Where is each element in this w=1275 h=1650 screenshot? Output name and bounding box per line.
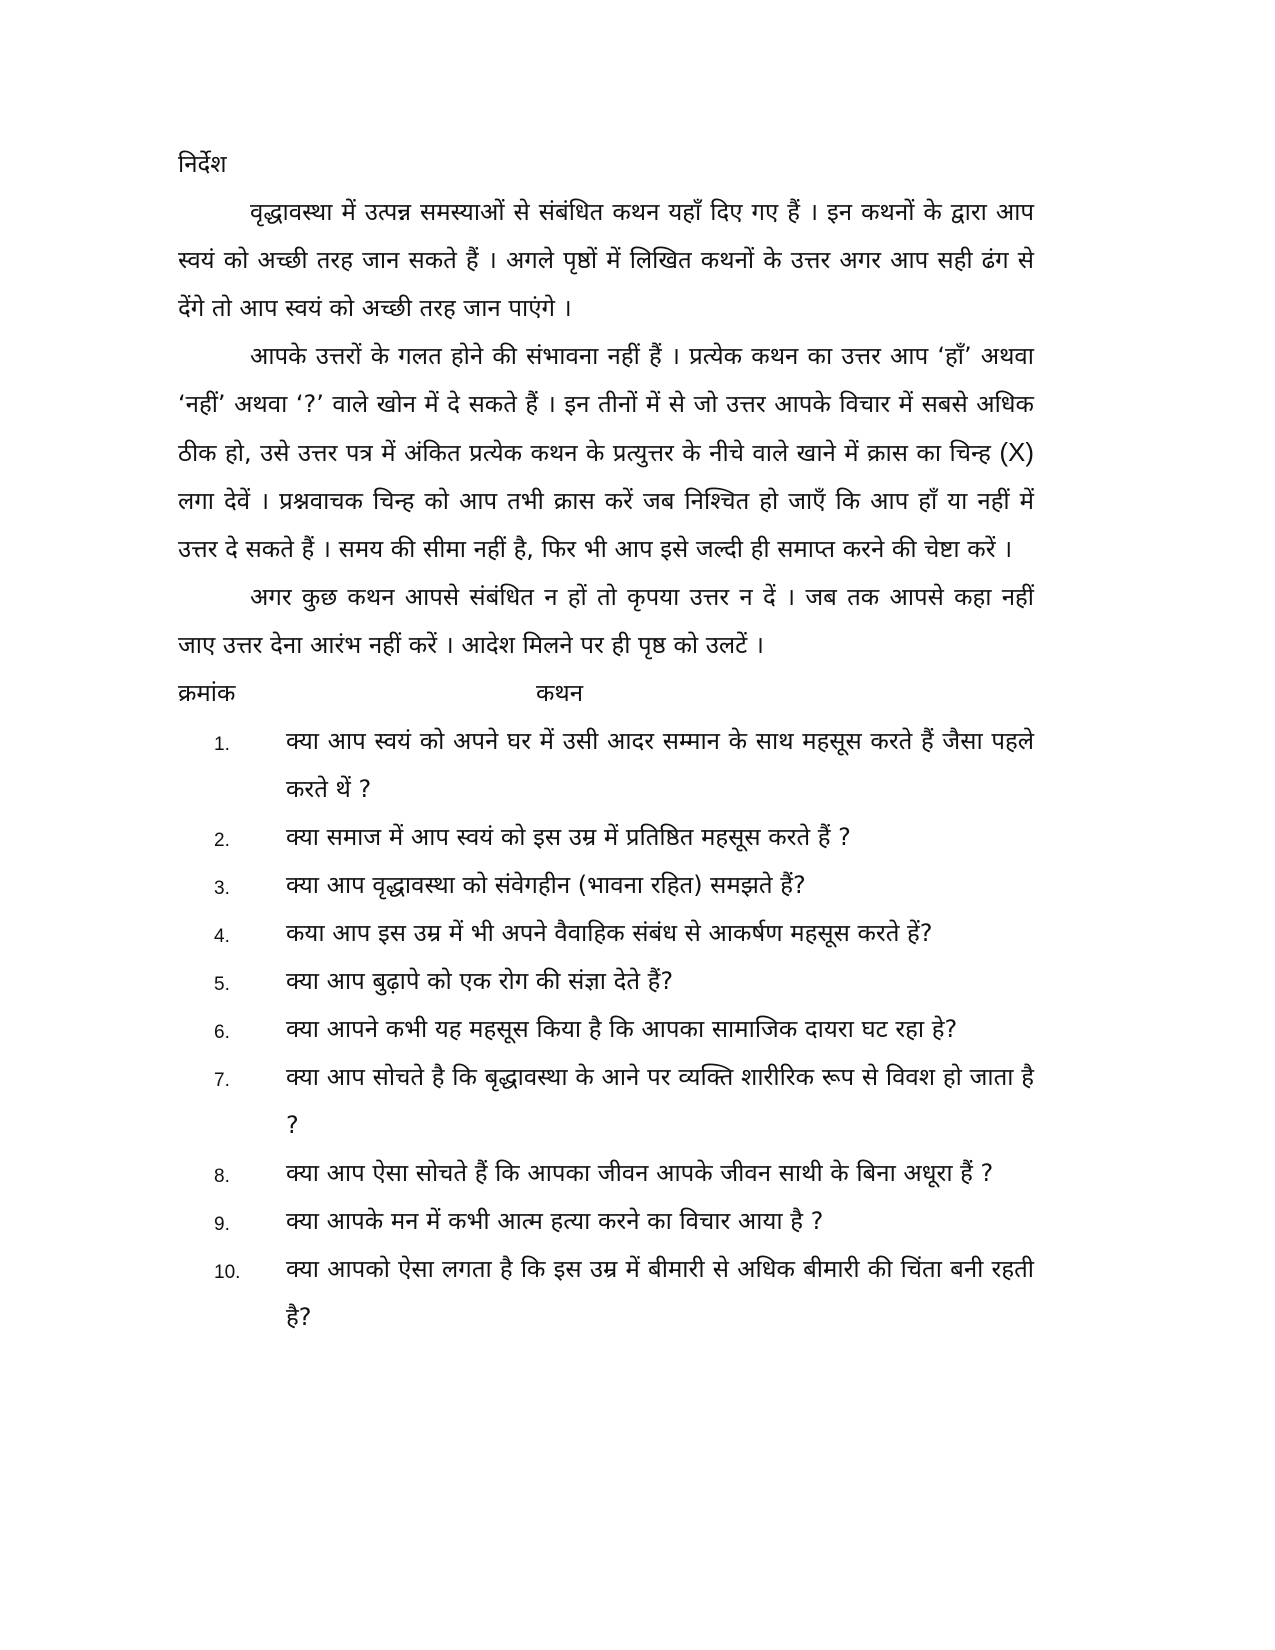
question-text: क्या आप ऐसा सोचते हैं कि आपका जीवन आपके जीवन साथी के बिना अधूरा हैं ? [286, 1159, 994, 1187]
questions-table-header [178, 669, 1034, 717]
question-item [178, 1149, 1034, 1197]
question-number: 7. [214, 1070, 230, 1091]
question-text: क्या आप सोचते है कि बृद्धावस्था के आने पर व्यक्ति शारीरिक रूप से विवश हो जाता है ? [286, 1063, 1034, 1139]
question-number: 9. [214, 1214, 230, 1235]
question-item [178, 861, 1034, 909]
question-text: क्या आप वृद्धावस्था को संवेगहीन (भावना रहित) समझते हैं? [286, 871, 806, 899]
question-text: क्या समाज में आप स्वयं को इस उम्र में प्रतिष्ठित महसूस करते हैं ? [286, 823, 851, 851]
document-page [178, 140, 1034, 1341]
question-item [178, 1245, 1034, 1341]
question-number: 1. [214, 734, 230, 755]
question-text: क्या आपने कभी यह महसूस किया है कि आपका सामाजिक दायरा घट रहा हे? [286, 1015, 958, 1043]
question-number: 3. [214, 878, 230, 899]
question-item [178, 717, 1034, 813]
question-item [178, 1053, 1034, 1149]
question-text: कया आप इस उम्र में भी अपने वैवाहिक संबंध से आकर्षण महसूस करते हें? [286, 919, 933, 947]
paragraph-2-text-end: लगा देवें । प्रश्नवाचक चिन्ह को आप तभी क्रास करें जब निश्चित हो जाएँ कि आप हाँ या नहीं में उत्तर दे सकते हैं । समय की सीमा नहीं है, फिर भी आप इसे जल्दी ही समाप्त करने की चेष्टा करें । [178, 487, 1034, 563]
instructions-paragraph-2 [178, 332, 1034, 573]
question-number: 4. [214, 926, 230, 947]
question-text: क्या आपके मन में कभी आत्म हत्या करने का विचार आया है ? [286, 1207, 824, 1235]
statement-header: कथन [536, 679, 584, 707]
question-number: 5. [214, 974, 230, 995]
question-number: 10. [214, 1262, 241, 1283]
question-list [178, 717, 1034, 1341]
question-number: 8. [214, 1166, 230, 1187]
question-number: 6. [214, 1022, 230, 1043]
question-text: क्या आप स्वयं को अपने घर में उसी आदर सम्मान के साथ महसूस करते हैं जैसा पहले करते थें ? [286, 727, 1034, 803]
question-text: क्या आप बुढ़ापे को एक रोग की संज्ञा देते हैं? [286, 967, 674, 995]
question-text: क्या आपको ऐसा लगता है कि इस उम्र में बीमारी से अधिक बीमारी की चिंता बनी रहती है? [286, 1255, 1034, 1331]
instructions-paragraph-3: अगर कुछ कथन आपसे संबंधित न हों तो कृपया उत्तर न दें । जब तक आपसे कहा नहीं जाए उत्तर देना आरंभ नहीं करें । आदेश मिलने पर ही पृष्ठ को उलटें । [178, 583, 1034, 659]
question-item [178, 1005, 1034, 1053]
paragraph-2-text-start: आपके उत्तरों के गलत होने की संभावना नहीं हैं । प्रत्येक कथन का उत्तर आप ‘हाँ’ अथवा ‘नहीं’ अथवा ‘?’ वाले खोन में दे सकते हैं । इन तीनों में से जो उत्तर आपके विचार में सबसे अधिक ठीक हो, उसे उत्तर पत्र में अंकित प्रत्येक कथन के प्रत्युत्तर के नीचे वाले खाने में क्रास का चिन्ह [178, 342, 1034, 467]
serial-number-header: क्रमांक [178, 679, 236, 707]
instructions-paragraph-1: वृद्धावस्था में उत्पन्न समस्याओं से संबंधित कथन यहाँ दिए गए हैं । इन कथनों के द्वारा आप स्वयं को अच्छी तरह जान सकते हैं । अगले पृष्ठों में लिखित कथनों के उत्तर अगर आप सही ढंग से देंगे तो आप स्वयं को अच्छी तरह जान पाएंगे । [178, 198, 1034, 322]
question-item [178, 1197, 1034, 1245]
question-item [178, 813, 1034, 861]
question-item [178, 909, 1034, 957]
question-number: 2. [214, 830, 230, 851]
question-item [178, 957, 1034, 1005]
cross-mark-symbol: (X) [999, 437, 1034, 467]
instructions-heading: निर्देश [178, 150, 227, 178]
